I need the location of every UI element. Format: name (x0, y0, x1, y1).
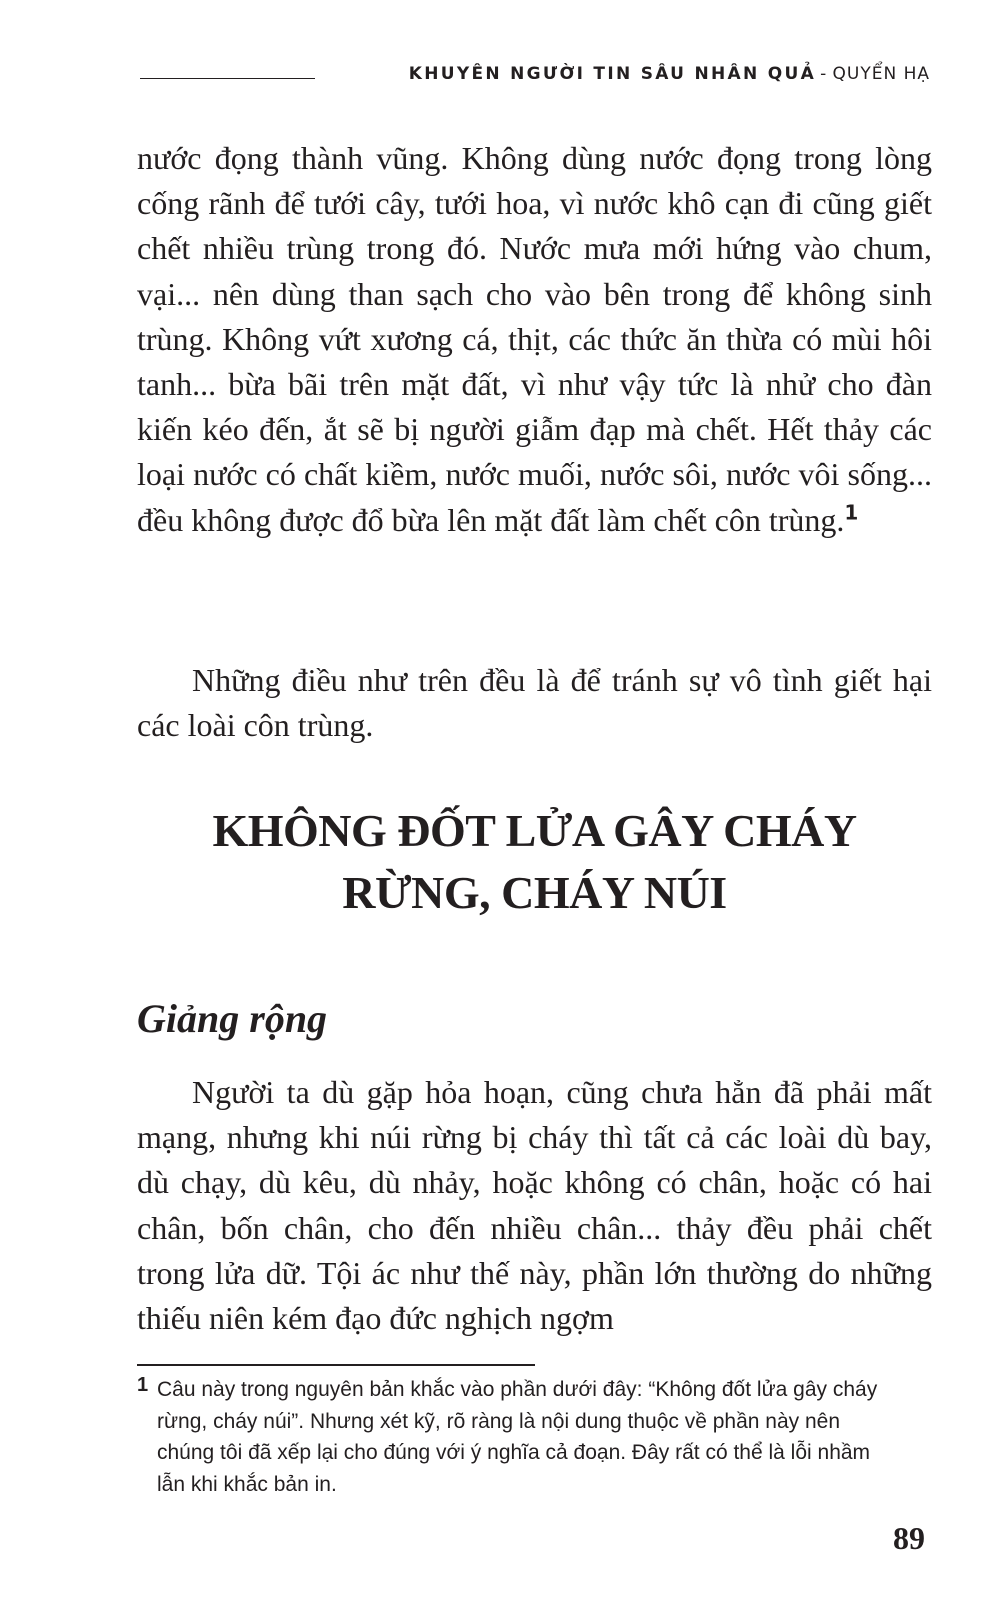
running-head-title: KHUYÊN NGƯỜI TIN SÂU NHÂN QUẢ (408, 64, 817, 84)
chapter-title-line-1: KHÔNG ĐỐT LỬA GÂY CHÁY (212, 805, 857, 856)
header-rule (140, 78, 315, 79)
footnote-rule (137, 1364, 535, 1366)
footnote-number: 1 (137, 1374, 149, 1396)
page-number: 89 (893, 1520, 925, 1556)
footnote-reference[interactable]: 1 (844, 499, 859, 524)
section-heading: Giảng rộng (137, 996, 328, 1041)
running-head-separator: - (820, 64, 829, 84)
running-head (409, 64, 930, 84)
paragraph-1-text: nước đọng thành vũng. Không dùng nước đọng trong lòng cống rãnh để tưới cây, tưới hoa, vì nước khô cạn đi cũng giết chết nhiều trùng trong đó. Nước mưa mới hứng vào chum, vại... nên dùng than sạch cho vào bên trong để không sinh trùng. Không vứt xương cá, thịt, các thức ăn thừa có mùi hôi tanh... bừa bãi trên mặt đất, vì như vậy tức là nhử cho đàn kiến kéo đến, ắt sẽ bị người giẫm đạp mà chết. Hết thảy các loại nước có chất kiềm, nước muối, nước sôi, nước vôi sống... đều không được đổ bừa lên mặt đất làm chết côn trùng. (137, 140, 932, 538)
paragraph-1 (137, 136, 932, 543)
footnote-text: Câu này trong nguyên bản khắc vào phần dưới đây: “Không đốt lửa gây cháy rừng, cháy núi”. Nhưng xét kỹ, rõ ràng là nội dung thuộc về phần này nên chúng tôi đã xếp lại cho đúng với ý nghĩa cả đoạn. Đây rất có thể là lỗi nhầm lẫn khi khắc bản in. (157, 1378, 878, 1496)
chapter-title (137, 800, 932, 924)
chapter-title-line-2: RỪNG, CHÁY NÚI (342, 867, 727, 918)
running-head-volume: QUYỂN HẠ (832, 64, 930, 84)
paragraph-3: Người ta dù gặp hỏa hoạn, cũng chưa hẳn đã phải mất mạng, nhưng khi núi rừng bị cháy thì tất cả các loài dù bay, dù chạy, dù kêu, dù nhảy, hoặc không có chân, hoặc có hai chân, bốn chân, cho đến nhiều chân... thảy đều phải chết trong lửa dữ. Tội ác như thế này, phần lớn thường do những thiếu niên kém đạo đức nghịch ngợm (137, 1074, 932, 1337)
footnote (137, 1374, 932, 1500)
paragraph-2: Những điều như trên đều là để tránh sự vô tình giết hại các loài côn trùng. (137, 662, 932, 744)
